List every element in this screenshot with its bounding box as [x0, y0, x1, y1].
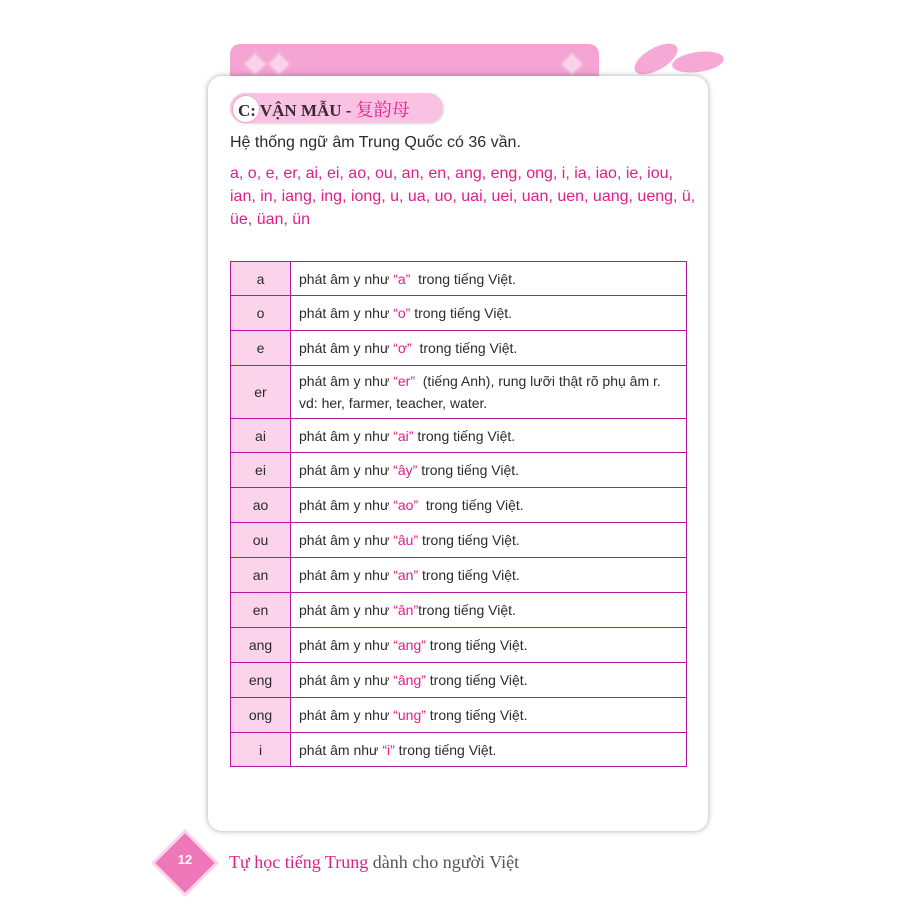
footer-title: [229, 852, 519, 873]
description-prefix: phát âm như: [299, 741, 383, 758]
description-cell: [291, 453, 687, 488]
description-cell: [291, 296, 687, 331]
footer-title-rest: dành cho người Việt: [368, 852, 520, 872]
description-cell: [291, 488, 687, 523]
vowel-list: a, o, e, er, ai, ei, ao, ou, an, en, ang, eng, ong, i, ia, iao, ie, iou, ian, in, iang, ing, iong, u, ua, uo, uai, uei, uan, uen, uang, ueng, ü, üe, üan, ün: [230, 165, 696, 228]
vowel-key-cell: e: [231, 331, 291, 366]
description-prefix: phát âm y như: [299, 707, 394, 723]
description-prefix: phát âm y như: [299, 340, 394, 356]
vowel-key-cell: ang: [231, 628, 291, 663]
section-title-label: C: VẬN MẪU -: [238, 101, 356, 120]
description-suffix: trong tiếng Việt.: [411, 340, 518, 356]
table-row: [231, 419, 687, 453]
table-row: [231, 663, 687, 698]
sound-example: “ơ”: [393, 340, 412, 356]
section-title: [238, 96, 410, 122]
description-suffix: trong tiếng Việt.: [394, 741, 497, 758]
sound-example: “a”: [393, 270, 411, 287]
description-prefix: phát âm y như: [299, 602, 394, 618]
petal-decoration: [671, 48, 725, 75]
description-cell: [291, 366, 687, 419]
description-cell: [291, 733, 687, 767]
table-row: [231, 698, 687, 733]
table-row: [231, 628, 687, 663]
sound-example: “ai”: [393, 427, 414, 444]
pronunciation-table: [230, 261, 687, 767]
description-prefix: phát âm y như: [299, 427, 394, 444]
vowel-key-cell: an: [231, 558, 291, 593]
description-cell: [291, 593, 687, 628]
footer-title-highlight: Tự học tiếng Trung: [229, 852, 369, 872]
vowel-key-cell: ao: [231, 488, 291, 523]
description-prefix: phát âm y như: [299, 567, 394, 583]
vowel-key-cell: a: [231, 262, 291, 296]
sound-example: “ao”: [393, 497, 419, 513]
description-suffix: trong tiếng Việt.: [425, 672, 528, 688]
description-cell: [291, 262, 687, 296]
sound-example: “ân”: [393, 602, 419, 618]
vowel-key-cell: ong: [231, 698, 291, 733]
table-row: [231, 733, 687, 767]
table-row: [231, 262, 687, 296]
vowel-key-cell: er: [231, 366, 291, 419]
intro-text: Hệ thống ngữ âm Trung Quốc có 36 vần.: [230, 134, 521, 151]
section-title-chinese: 复韵母: [355, 100, 410, 120]
description-suffix: trong tiếng Việt.: [418, 532, 520, 548]
vowel-key-cell: o: [231, 296, 291, 331]
description-suffix: trong tiếng Việt.: [410, 305, 513, 321]
description-prefix: phát âm y như: [299, 305, 394, 321]
sound-example: “âng”: [393, 672, 426, 688]
description-suffix: (tiếng Anh), rung lưỡi thật rõ phụ âm r. vd: her, farmer, teacher, water.: [299, 373, 665, 411]
sound-example: “ang”: [393, 637, 426, 653]
sound-example: “er”: [393, 373, 415, 389]
description-suffix: trong tiếng Việt.: [425, 637, 528, 653]
vowel-key-cell: eng: [231, 663, 291, 698]
description-prefix: phát âm y như: [299, 637, 394, 653]
vowel-key-cell: ai: [231, 419, 291, 453]
description-prefix: phát âm y như: [299, 373, 394, 389]
description-suffix: trong tiếng Việt.: [418, 497, 524, 513]
vowel-key-cell: ou: [231, 523, 291, 558]
description-suffix: trong tiếng Việt.: [410, 270, 516, 287]
description-cell: [291, 558, 687, 593]
description-prefix: phát âm y như: [299, 672, 394, 688]
description-cell: [291, 419, 687, 453]
description-suffix: trong tiếng Việt.: [425, 707, 528, 723]
description-cell: [291, 698, 687, 733]
vowel-key-cell: en: [231, 593, 291, 628]
description-cell: [291, 628, 687, 663]
table-row: [231, 366, 687, 419]
table-row: [231, 331, 687, 366]
vowel-key-cell: i: [231, 733, 291, 767]
description-cell: [291, 663, 687, 698]
page-number: 12: [177, 852, 193, 867]
description-suffix: trong tiếng Việt.: [413, 427, 516, 444]
sound-example: “ung”: [393, 707, 426, 723]
description-cell: [291, 331, 687, 366]
description-suffix: trong tiếng Việt.: [418, 567, 520, 583]
description-prefix: phát âm y như: [299, 270, 394, 287]
table-row: [231, 593, 687, 628]
sound-example: “i”: [382, 741, 395, 758]
table-row: [231, 296, 687, 331]
description-cell: [291, 523, 687, 558]
table-row: [231, 488, 687, 523]
description-prefix: phát âm y như: [299, 462, 394, 478]
description-prefix: phát âm y như: [299, 532, 394, 548]
table-row: [231, 453, 687, 488]
sound-example: “ây”: [393, 462, 418, 478]
table-row: [231, 523, 687, 558]
description-suffix: trong tiếng Việt.: [417, 462, 520, 478]
description-suffix: trong tiếng Việt.: [418, 602, 516, 618]
sound-example: “o”: [393, 305, 411, 321]
sound-example: “an”: [393, 567, 419, 583]
sound-example: “âu”: [393, 532, 419, 548]
description-prefix: phát âm y như: [299, 497, 394, 513]
table-row: [231, 558, 687, 593]
vowel-key-cell: ei: [231, 453, 291, 488]
